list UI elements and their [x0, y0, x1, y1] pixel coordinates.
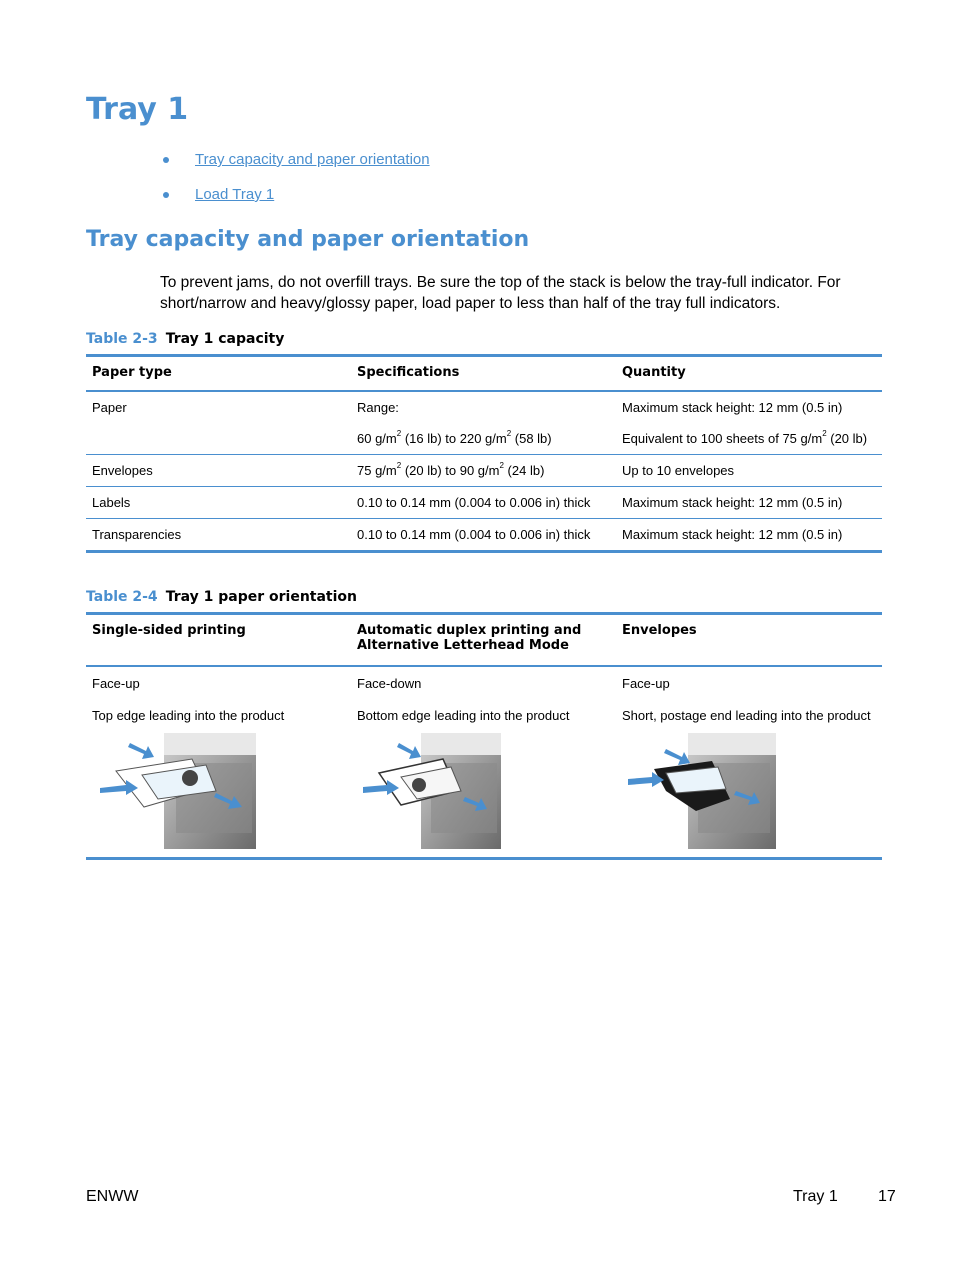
table-cell: Envelopes [86, 455, 351, 487]
table-cell: 60 $g/m^2$ (16 lb) to 220 $g/m^2$ (58 lb) [357, 429, 552, 446]
table-cell: Range: [357, 400, 399, 415]
table-row [86, 391, 882, 423]
table-cell: Up to 10 envelopes [616, 455, 882, 487]
tray-capacity-table [86, 354, 882, 553]
table-cell: Face-up [622, 675, 670, 691]
column-header: Specifications [351, 356, 616, 392]
table-title: Tray 1 paper orientation [165, 589, 357, 605]
column-header: Envelopes [616, 614, 882, 667]
table-cell: Maximum stack height: 12 mm (0.5 in) [622, 400, 843, 415]
table-cell [351, 731, 616, 859]
table-number: Table 2-4 [86, 589, 158, 605]
column-header: Quantity [616, 356, 882, 392]
printer-tray-duplex-illustration [361, 733, 501, 849]
table-cell [86, 423, 351, 455]
page-title: Tray 1 [86, 92, 189, 127]
table-header-row [86, 356, 882, 392]
table-cell [86, 731, 351, 859]
column-header: Single-sided printing [86, 614, 351, 667]
column-header: Automatic duplex printing and Alternative Letterhead Mode [351, 614, 616, 667]
bullet-icon [163, 157, 169, 163]
table-cell: Maximum stack height: 12 mm (0.5 in) [616, 487, 882, 519]
table-caption [86, 589, 357, 605]
table-caption [86, 331, 284, 347]
footer-section: Tray 1 [793, 1188, 838, 1205]
table-row [86, 731, 882, 859]
table-cell: 75 $g/m^2$ (20 lb) to 90 $g/m^2$ (24 lb) [351, 455, 616, 487]
table-row [86, 666, 882, 699]
table-cell: Face-down [357, 675, 422, 691]
table-cell: Face-up [92, 675, 140, 691]
table-row [86, 487, 882, 519]
page-number: 17 [878, 1188, 896, 1205]
table-cell: Short, postage end leading into the product [622, 707, 871, 723]
table-cell [616, 731, 882, 859]
footer-left: ENWW [86, 1188, 139, 1205]
bullet-icon [163, 192, 169, 198]
table-header-row [86, 614, 882, 667]
table-number: Table 2-3 [86, 331, 158, 347]
table-row [86, 455, 882, 487]
printer-tray-single-sided-illustration [96, 733, 256, 849]
table-cell: 0.10 to 0.14 mm (0.004 to 0.006 in) thick [351, 487, 616, 519]
table-title: Tray 1 capacity [165, 331, 285, 347]
table-cell: 0.10 to 0.14 mm (0.004 to 0.006 in) thick [351, 519, 616, 552]
table-row [86, 519, 882, 552]
toc-link-tray-capacity[interactable]: Tray capacity and paper orientation [195, 151, 430, 168]
table-row [86, 423, 882, 455]
column-header: Paper type [86, 356, 351, 392]
table-cell: Maximum stack height: 12 mm (0.5 in) [616, 519, 882, 552]
table-cell: Bottom edge leading into the product [357, 707, 570, 723]
toc-link-load-tray-1[interactable]: Load Tray 1 [195, 186, 275, 203]
section-title: Tray capacity and paper orientation [86, 227, 530, 252]
table-cell: Paper [92, 400, 127, 415]
table-cell: Equivalent to 100 sheets of 75 $g/m^2$ (20 lb) [622, 429, 868, 446]
table-cell: Transparencies [86, 519, 351, 552]
table-cell: Top edge leading into the product [92, 707, 285, 723]
intro-paragraph: To prevent jams, do not overfill trays. Be sure the top of the stack is below the tray-full indicator. For short/narrow and heavy/glossy paper, load paper to less than half of the tray full indicators. [160, 274, 841, 312]
table-cell: Labels [86, 487, 351, 519]
paper-orientation-table [86, 612, 882, 860]
printer-tray-envelope-illustration [626, 733, 776, 849]
table-row [86, 699, 882, 731]
